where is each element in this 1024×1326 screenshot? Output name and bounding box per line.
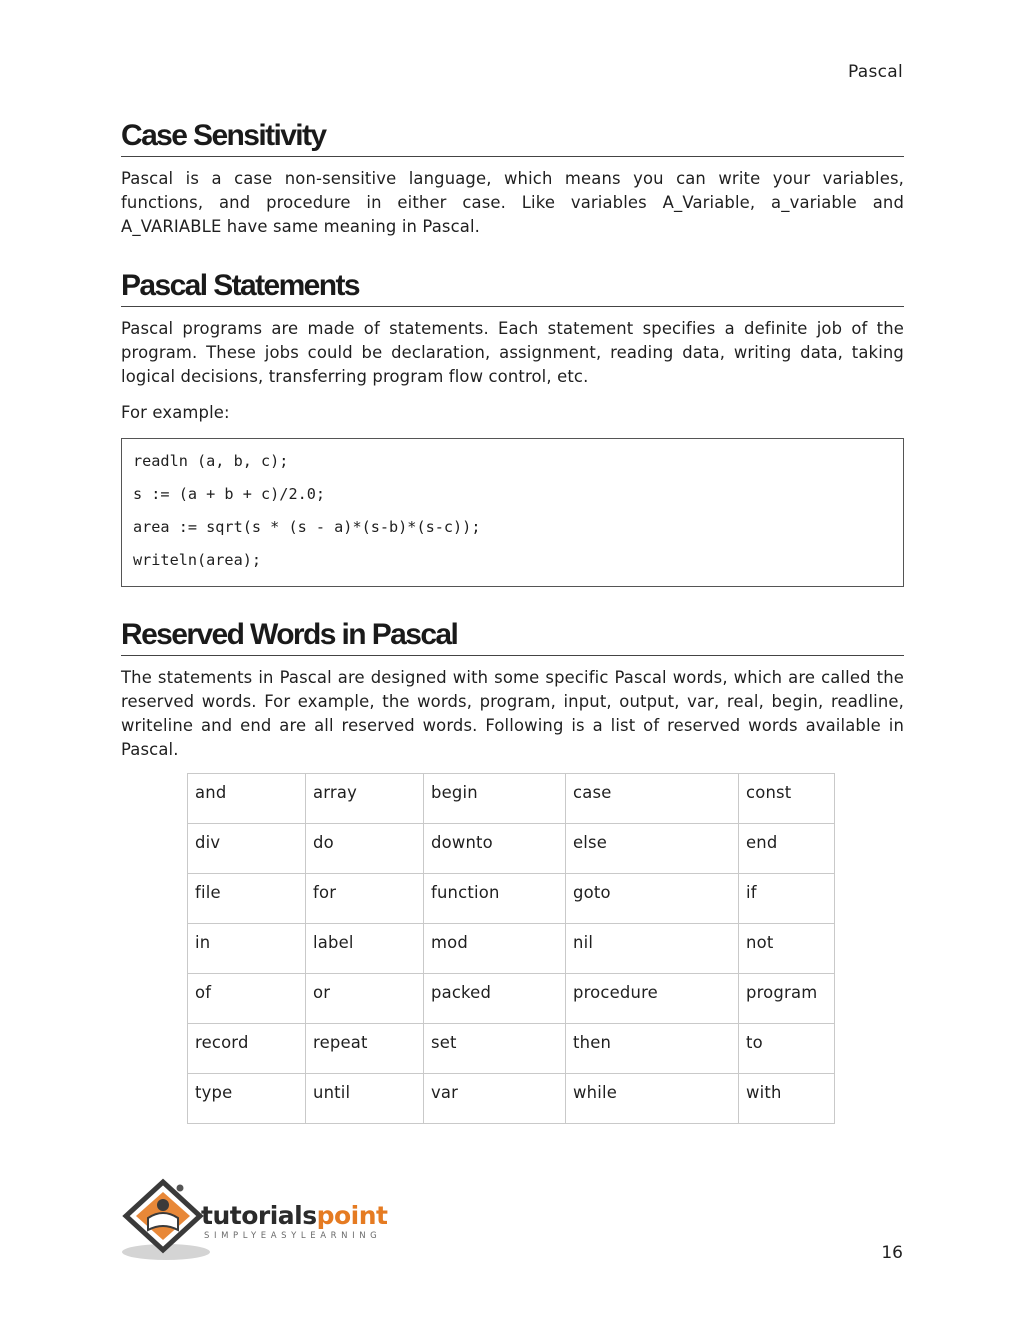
table-row	[188, 924, 835, 974]
logo-brand-accent: point	[316, 1201, 388, 1230]
table-cell: else	[566, 824, 739, 874]
table-cell: and	[188, 774, 306, 824]
table-cell: to	[739, 1024, 835, 1074]
table-cell: procedure	[566, 974, 739, 1024]
logo-figure-head	[157, 1199, 169, 1211]
table-cell: mod	[424, 924, 566, 974]
table-cell: div	[188, 824, 306, 874]
heading-reserved-words: Reserved Words in Pascal	[121, 617, 904, 656]
table-cell: end	[739, 824, 835, 874]
table-cell: label	[306, 924, 424, 974]
table-cell: if	[739, 874, 835, 924]
table-cell: with	[739, 1074, 835, 1124]
tutorialspoint-logo	[118, 1178, 408, 1262]
table-cell: until	[306, 1074, 424, 1124]
table-row	[188, 774, 835, 824]
reserved-words-table	[187, 773, 835, 1124]
example-label: For example:	[121, 403, 230, 422]
table-cell: function	[424, 874, 566, 924]
logo-brand-dark: tutorials	[201, 1201, 317, 1230]
logo-dot	[177, 1185, 184, 1192]
page-content	[121, 118, 904, 762]
heading-case-sensitivity: Case Sensitivity	[121, 118, 904, 157]
table-cell: case	[566, 774, 739, 824]
table-row	[188, 974, 835, 1024]
table-cell: var	[424, 1074, 566, 1124]
code-line: readln (a, b, c);	[133, 452, 289, 470]
code-line: s := (a + b + c)/2.0;	[133, 485, 326, 503]
table-cell: in	[188, 924, 306, 974]
paragraph-case-sensitivity: Pascal is a case non-sensitive language, which means you can write your variables, functions, and procedure in either case. Like variables A_Variable, a_variable and A_VARIABLE have same meaning in Pascal.	[121, 169, 904, 236]
table-cell: downto	[424, 824, 566, 874]
table-row	[188, 1074, 835, 1124]
table-cell: of	[188, 974, 306, 1024]
table-cell: goto	[566, 874, 739, 924]
table-cell: not	[739, 924, 835, 974]
svg-text:tutorialspoint	[201, 1201, 388, 1230]
table-cell: begin	[424, 774, 566, 824]
table-cell: const	[739, 774, 835, 824]
heading-pascal-statements: Pascal Statements	[121, 268, 904, 307]
table-cell: array	[306, 774, 424, 824]
table-cell: then	[566, 1024, 739, 1074]
table-cell: nil	[566, 924, 739, 974]
table-cell: do	[306, 824, 424, 874]
table-cell: while	[566, 1074, 739, 1124]
table-cell: repeat	[306, 1024, 424, 1074]
running-header: Pascal	[847, 62, 903, 82]
table-cell: packed	[424, 974, 566, 1024]
table-cell: or	[306, 974, 424, 1024]
logo-tagline: SIMPLYEASYLEARNING	[204, 1231, 382, 1241]
table-row	[188, 874, 835, 924]
paragraph-pascal-statements: Pascal programs are made of statements. Each statement specifies a definite job of the program. These jobs could be declaration, assignment, reading data, writing data, taking logical decisions, transferring program flow control, etc.	[121, 319, 904, 386]
table-cell: record	[188, 1024, 306, 1074]
table-cell: type	[188, 1074, 306, 1124]
code-block	[121, 438, 904, 587]
table-cell: set	[424, 1024, 566, 1074]
paragraph-reserved-words: The statements in Pascal are designed with some specific Pascal words, which are called the reserved words. For example, the words, program, input, output, var, real, begin, readline, writeline and end are all reserved words. Following is a list of reserved words available in Pascal.	[121, 668, 904, 759]
table-cell: file	[188, 874, 306, 924]
table-row	[188, 1024, 835, 1074]
table-cell: for	[306, 874, 424, 924]
table-cell: program	[739, 974, 835, 1024]
code-line: writeln(area);	[133, 551, 262, 569]
code-line: area := sqrt(s * (s - a)*(s-b)*(s-c));	[133, 518, 481, 536]
page-number: 16	[881, 1243, 903, 1263]
table-row	[188, 824, 835, 874]
